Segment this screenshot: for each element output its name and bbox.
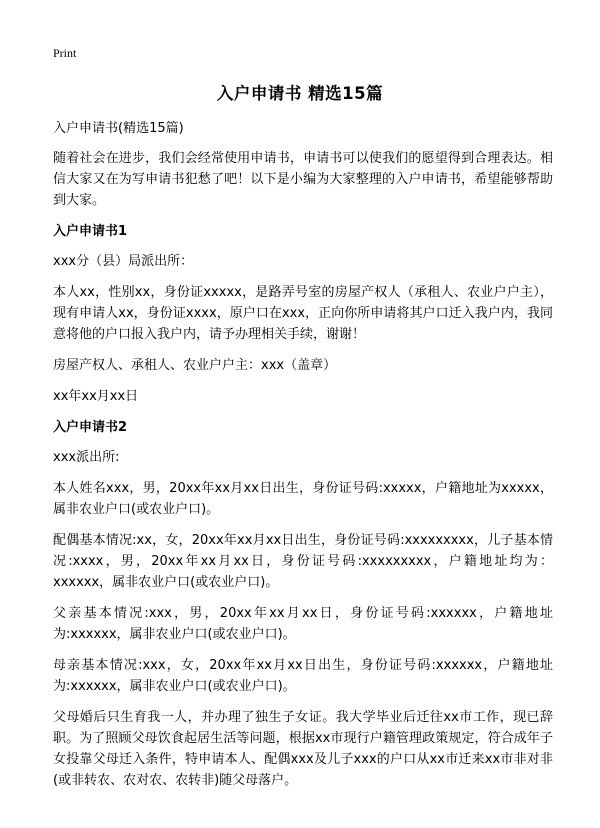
- section2-mother: 母亲基本情况:xxx，女，20xx年xx月xx日出生，身份证号码:xxxxxx，户籍地址为:xxxxxx，属非农业户口(或农业户口)。: [53, 658, 553, 694]
- section1-salutation: xxx分（县）局派出所：: [53, 254, 194, 269]
- print-link[interactable]: Print: [53, 46, 77, 60]
- section1-signature: 房屋产权人、承租人、农业户户主：xxx（盖章）: [53, 358, 337, 373]
- section1-body: 本人xx，性别xx，身份证xxxxx，是路弄号室的房屋产权人（承租人、农业户户主），现有申请人xx，身份证xxxx，原户口在xxx，正向你所申请将其户口迁入我户内，我同意将他的户口报入我户内，请予办理相关手续，谢谢！: [53, 285, 553, 342]
- section2-applicant: 本人姓名xxx，男，20xx年xx月xx日出生，身份证号码:xxxxx，户籍地址为xxxxx，属非农业户口(或农业户口)。: [53, 481, 553, 517]
- section-heading-2: 入户申请书2: [53, 420, 128, 435]
- section-heading-1: 入户申请书1: [53, 224, 128, 239]
- section2-father: 父亲基本情况:xxx，男，20xx年xx月xx日，身份证号码:xxxxxx，户籍地址为:xxxxxx，属非农业户口(或农业户口)。: [53, 606, 553, 642]
- document-title: 入户申请书 精选15篇: [216, 84, 384, 103]
- intro-paragraph: 随着社会在进步，我们会经常使用申请书，申请书可以使我们的愿望得到合理表达。相信大家又在为写申请书犯愁了吧！以下是小编为大家整理的入户申请书，希望能够帮助到大家。: [53, 151, 553, 208]
- section1-date: xx年xx月xx日: [53, 389, 139, 404]
- document-subtitle: 入户申请书(精选15篇): [53, 121, 184, 136]
- document-body: [53, 118, 553, 801]
- section2-reason: 父母婚后只生育我一人，并办理了独生子女证。我大学毕业后迁往xx市工作，现已辞职。为了照顾父母饮食起居生活等问题，根据xx市现行户籍管理政策规定，符合成年子女投靠父母迁入条件，特申请本人、配偶xxx及儿子xxx的户口从xx市迁来xx市非对非(或非转农、农对农、农转非)随父母落户。: [53, 710, 553, 788]
- section2-salutation: xxx派出所:: [53, 450, 120, 465]
- section2-spouse: 配偶基本情况:xx，女，20xx年xx月xx日出生，身份证号码:xxxxxxxxx，儿子基本情况:xxxx，男，20xx年xx月xx日，身份证号码:xxxxxxxxx，户籍地址均为：xxxxxx，属非农业户口(或农业户口)。: [53, 533, 553, 590]
